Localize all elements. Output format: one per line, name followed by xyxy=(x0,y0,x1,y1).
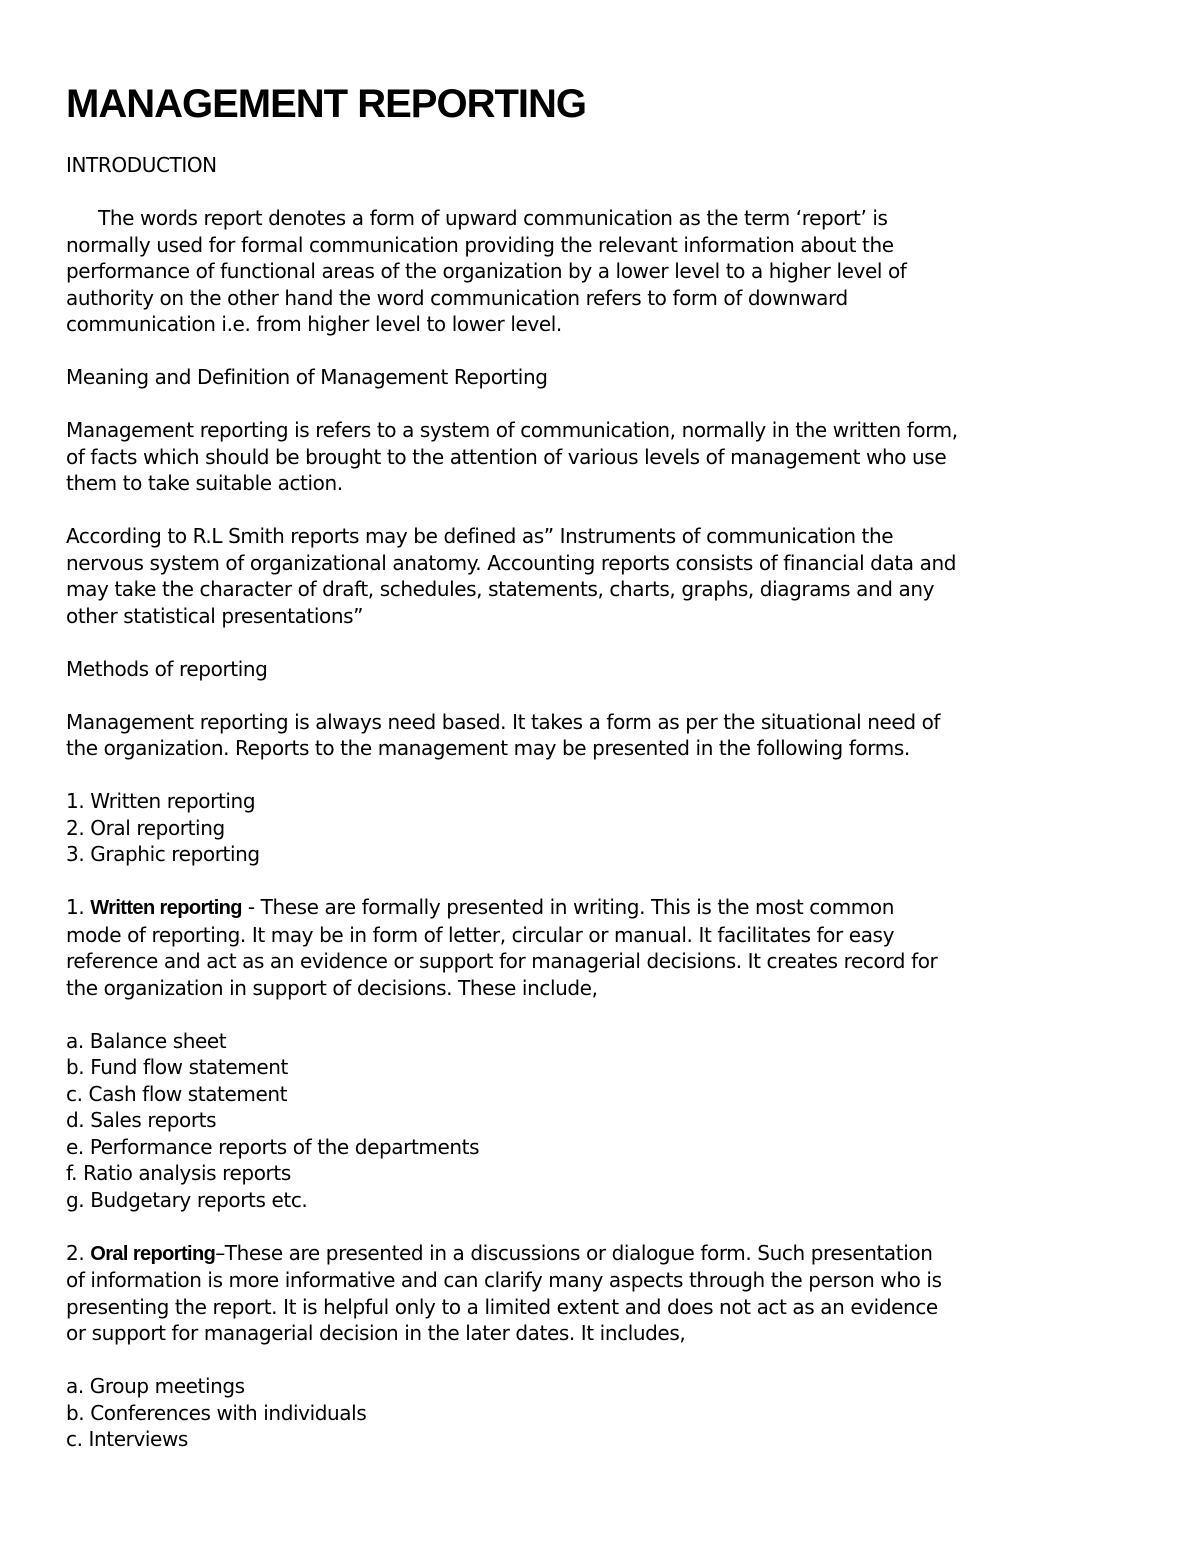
list-item: b. Fund flow statement xyxy=(66,1055,288,1079)
paragraph-line: the organization in support of decisions. These include, xyxy=(66,975,598,1000)
list-item: c. Cash flow statement xyxy=(66,1081,288,1106)
paragraph-line xyxy=(66,894,1136,922)
paragraph-line: Management reporting is refers to a system of communication, normally in the written form, xyxy=(66,418,958,442)
spacer xyxy=(66,629,1136,656)
list-item: a. Group meetings xyxy=(66,1374,245,1398)
paragraph-line: them to take suitable action. xyxy=(66,471,343,495)
list-item: a. Balance sheet xyxy=(66,1028,227,1053)
paragraph-line xyxy=(66,205,1136,232)
spacer xyxy=(66,338,1136,365)
line-text: - These are formally presented in writing. This is the most common xyxy=(241,895,894,919)
document-page xyxy=(66,80,1136,1453)
spacer xyxy=(66,682,1136,709)
written-reporting-paragraph xyxy=(66,894,1136,1001)
line-text: –These are presented in a discussions or dialogue form. Such presentation xyxy=(215,1240,933,1265)
list-item: f. Ratio analysis reports xyxy=(66,1161,291,1185)
paragraph-line: other statistical presentations” xyxy=(66,603,364,628)
list-item: 1. Written reporting xyxy=(66,789,256,813)
oral-number: 2. xyxy=(66,1240,91,1265)
paragraph-line: of information is more informative and can clarify many aspects through the person who is xyxy=(66,1268,942,1292)
methods-paragraph xyxy=(66,709,1136,762)
spacer xyxy=(66,1001,1136,1028)
paragraph-line: presenting the report. It is helpful only to a limited extent and does not act as an evidence xyxy=(66,1294,938,1319)
paragraph-line: of facts which should be brought to the attention of various levels of management who use xyxy=(66,444,947,469)
paragraph-line: nervous system of organizational anatomy. Accounting reports consists of financial data and xyxy=(66,550,957,575)
methods-heading: Methods of reporting xyxy=(66,656,268,681)
spacer xyxy=(66,497,1136,524)
spacer xyxy=(66,1347,1136,1374)
list-item: d. Sales reports xyxy=(66,1108,217,1132)
paragraph-line: Management reporting is always need based. It takes a form as per the situational need of xyxy=(66,709,941,734)
paragraph-line: mode of reporting. It may be in form of letter, circular or manual. It facilitates for easy xyxy=(66,922,895,947)
written-reporting-list xyxy=(66,1028,1136,1214)
paragraph-line: communication i.e. from higher level to lower level. xyxy=(66,312,562,336)
paragraph-line: authority on the other hand the word communication refers to form of downward xyxy=(66,285,848,310)
paragraph-line: reference and act as an evidence or support for managerial decisions. It creates record for xyxy=(66,949,938,973)
paragraph-line: normally used for formal communication providing the relevant information about the xyxy=(66,232,894,257)
oral-reporting-label: Oral reporting xyxy=(90,1242,216,1265)
paragraph-line: According to R.L Smith reports may be defined as” Instruments of communication the xyxy=(66,524,894,548)
written-reporting-label: Written reporting xyxy=(90,897,242,919)
written-number: 1. xyxy=(66,895,91,919)
intro-paragraph xyxy=(66,205,1136,338)
paragraph-line xyxy=(66,1240,1136,1268)
paragraph-line: the organization. Reports to the management may be presented in the following forms. xyxy=(66,736,910,760)
list-item: b. Conferences with individuals xyxy=(66,1400,367,1425)
list-item: 2. Oral reporting xyxy=(66,815,225,840)
list-item: 3. Graphic reporting xyxy=(66,842,260,866)
meaning-heading: Meaning and Definition of Management Reporting xyxy=(66,365,548,389)
oral-reporting-paragraph xyxy=(66,1240,1136,1347)
list-item: e. Performance reports of the departments xyxy=(66,1134,480,1159)
document-title: MANAGEMENT REPORTING xyxy=(66,82,586,126)
intro-heading: INTRODUCTION xyxy=(66,153,217,177)
methods-list xyxy=(66,788,1136,868)
spacer xyxy=(66,762,1136,789)
spacer xyxy=(66,391,1136,418)
paragraph-line: performance of functional areas of the organization by a lower level to a higher level of xyxy=(66,259,907,283)
meaning-paragraph xyxy=(66,417,1136,497)
list-item: c. Interviews xyxy=(66,1427,188,1451)
paragraph-line: or support for managerial decision in the later dates. It includes, xyxy=(66,1321,686,1345)
list-item: g. Budgetary reports etc. xyxy=(66,1187,308,1212)
spacer xyxy=(66,868,1136,895)
line-text: The words report denotes a form of upward communication as the term ‘report’ is xyxy=(98,206,888,230)
oral-reporting-list xyxy=(66,1373,1136,1453)
spacer xyxy=(66,179,1136,206)
spacer xyxy=(66,1213,1136,1240)
paragraph-line: may take the character of draft, schedules, statements, charts, graphs, diagrams and any xyxy=(66,577,935,601)
smith-definition-paragraph xyxy=(66,523,1136,629)
